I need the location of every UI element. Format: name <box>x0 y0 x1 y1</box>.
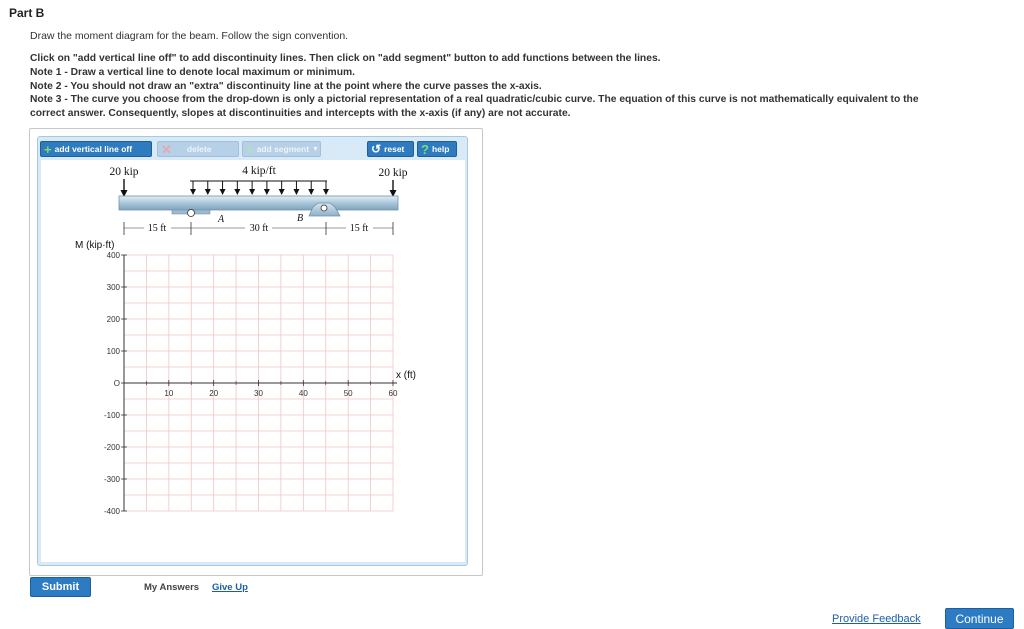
beam-body <box>119 196 398 210</box>
help-label: help <box>431 144 450 154</box>
distributed-load-arrowhead <box>190 189 196 195</box>
y-tick-label: -400 <box>103 507 120 516</box>
beam-figure <box>109 165 407 235</box>
right-point-load-label: 20 kip <box>378 167 408 179</box>
chevron-down-icon: ▼ <box>312 145 319 153</box>
support-a-roller <box>188 210 195 217</box>
dim-left-label: 15 ft <box>147 223 167 234</box>
plus-icon: + <box>246 141 254 157</box>
give-up-link[interactable]: Give Up <box>212 582 248 593</box>
note-1: Note 1 - Draw a vertical line to denote local maximum or minimum. <box>30 67 356 78</box>
support-a-label: A <box>218 214 225 225</box>
x-axis-label: x (ft) <box>396 370 416 381</box>
distributed-load-arrowhead <box>220 189 226 195</box>
distributed-load-arrowhead <box>279 189 285 195</box>
x-tick-label: 50 <box>343 389 353 398</box>
plot-axes <box>121 255 397 511</box>
y-tick-label: -100 <box>103 411 120 420</box>
y-axis-label: M (kip·ft) <box>75 240 115 251</box>
dim-mid-label: 30 ft <box>249 223 269 234</box>
x-tick-label: 20 <box>209 389 219 398</box>
distributed-load-arrowhead <box>205 189 211 195</box>
distributed-load-label: 4 kip/ft <box>242 165 276 177</box>
y-tick-label: -200 <box>103 443 120 452</box>
distributed-load-arrowhead <box>249 189 255 195</box>
question-icon: ? <box>421 141 429 157</box>
submit-button[interactable]: Submit <box>30 577 91 597</box>
x-tick-label: 30 <box>254 389 263 398</box>
distributed-load-arrowhead <box>323 189 329 195</box>
distributed-load-arrowhead <box>308 189 314 195</box>
x-tick-label: 60 <box>388 389 398 398</box>
note-3: Note 3 - The curve you choose from the drop-down is only a pictorial representation of a real quadratic/cubic curve. The equation of this curve is not mathematically equivalent to the <box>30 94 919 105</box>
y-tick-label: -300 <box>103 475 120 484</box>
note-2: Note 2 - You should not draw an "extra" discontinuity line at the point where the curve passes the x-axis. <box>30 81 542 92</box>
x-icon: ✕ <box>161 141 172 157</box>
reset-label: reset <box>384 144 405 154</box>
delete-label: delete <box>186 144 212 154</box>
distributed-load-arrowhead <box>264 189 270 195</box>
y-tick-label: 200 <box>106 315 120 324</box>
instruction-line: Click on "add vertical line off" to add discontinuity lines. Then click on "add segment" button to add functions between the lines. <box>30 53 661 64</box>
continue-button[interactable]: Continue <box>945 608 1014 629</box>
y-tick-label: 100 <box>106 347 120 356</box>
x-tick-label: 10 <box>164 389 174 398</box>
reset-icon: ↺ <box>371 141 382 156</box>
add-vertical-line-label: add vertical line off <box>54 144 133 154</box>
dim-right-label: 15 ft <box>349 223 369 234</box>
distributed-load-arrowhead <box>293 189 299 195</box>
support-b-label: B <box>297 213 304 224</box>
x-tick-label: 40 <box>298 389 308 398</box>
y-tick-label: 400 <box>106 251 120 260</box>
part-title: Part B <box>9 6 45 20</box>
problem-statement: Draw the moment diagram for the beam. Follow the sign convention. <box>30 30 349 42</box>
distributed-load-arrowhead <box>234 189 240 195</box>
add-segment-label: add segment <box>256 144 310 154</box>
left-point-load-label: 20 kip <box>109 166 139 178</box>
my-answers-label: My Answers <box>144 582 200 593</box>
support-b-pin-hole <box>321 205 327 211</box>
note-3-continued: correct answer. Consequently, slopes at discontinuities and intercepts with the x-axis (if any) are not accurate. <box>30 108 571 119</box>
distributed-load-arrows <box>190 181 329 195</box>
y-tick-label: 300 <box>106 283 120 292</box>
plus-icon: + <box>44 141 52 157</box>
provide-feedback-link[interactable]: Provide Feedback <box>832 613 921 625</box>
y-tick-label: O <box>113 379 120 388</box>
